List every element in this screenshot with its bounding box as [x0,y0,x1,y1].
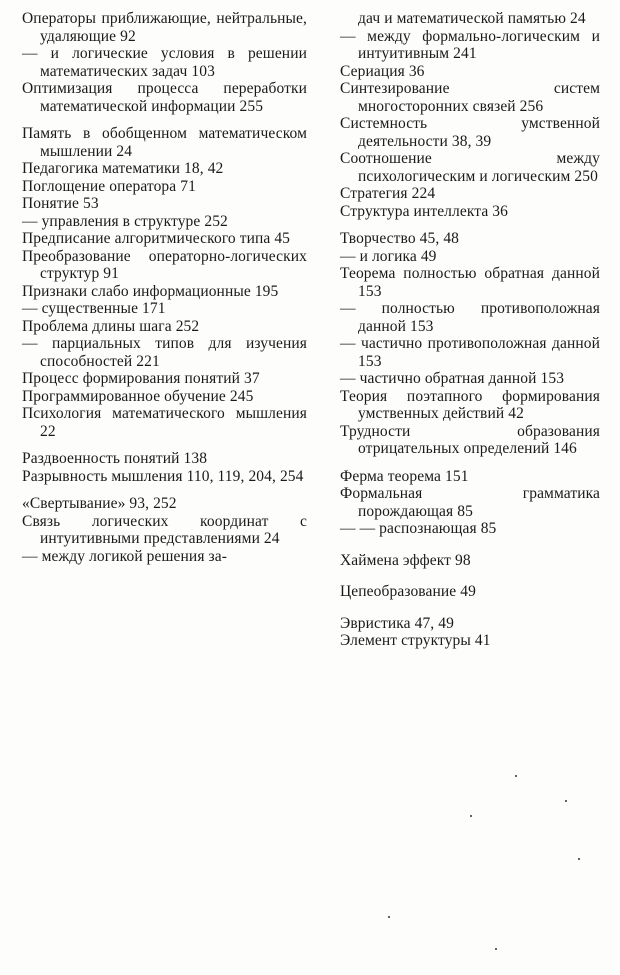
index-column-left [22,10,307,565]
index-entry: — между логикой решения за- [22,547,227,565]
index-entry: Поглощение оператора 71 [22,177,196,195]
index-entry: Ферма теорема 151 [340,467,469,485]
index-entry: Теорема полностью обратная данной 153 [340,265,600,300]
index-entry: Раздвоенность понятий 138 [22,450,208,467]
index-entry: — и логика 49 [340,247,437,265]
scan-speck [495,948,497,950]
index-entry: Связь логических координат с интуитивными представлениями 24 [22,512,307,547]
index-entry: Трудности образования отрицательных определений 146 [340,422,600,457]
scan-speck [578,858,580,860]
index-entry: Системность умственной деятельности 38, 39 [340,115,600,150]
index-entry: Понятие 53 [22,195,99,212]
index-entry: Педагогика математики 18, 42 [22,160,224,177]
index-entry: «Свертывание» 93, 252 [22,495,177,512]
index-entry: Разрывность мышления 110, 119, 204, 254 [22,467,304,485]
index-entry: Соотношение между психологическим и логическим 250 [340,150,600,185]
index-entry: Творчество 45, 48 [340,230,460,247]
index-entry: — управления в структуре 252 [22,212,228,230]
index-entry: — частично обратная данной 153 [340,370,565,387]
index-entry: Память в обобщенном математическом мышлении 24 [22,125,307,160]
index-entry: — между формально-логическим и интуитивным 241 [340,27,600,62]
scan-speck [470,815,472,817]
index-entry: Стратегия 224 [340,185,436,202]
index-entry: Проблема длины шага 252 [22,317,200,335]
index-entry: Психология математического мышления 22 [22,405,307,440]
index-entry: — парциальных типов для изучения способностей 221 [22,335,307,370]
index-entry: Цепеобразование 49 [340,583,476,600]
index-entry: Преобразование операторно-логических структур 91 [22,247,307,282]
index-entry: Оптимизация процесса переработки математической информации 255 [22,80,307,115]
scan-speck [565,800,567,802]
index-entry: Сериация 36 [340,62,425,80]
index-entry: — полностью противоположная данной 153 [340,300,600,335]
index-entry: Теория поэтапного формирования умственных действий 42 [340,387,600,422]
scan-speck [515,775,517,777]
index-entry: Синтезирование систем многосторонних связей 256 [340,80,600,115]
index-entry: Программированное обучение 245 [22,387,254,405]
index-column-right [340,10,600,650]
index-entry: дач и математической памятью 24 [358,10,586,27]
index-entry: Предписание алгоритмического типа 45 [22,230,291,247]
index-entry: Признаки слабо информационные 195 [22,282,279,300]
index-entry: Эвристика 47, 49 [340,614,454,632]
index-entry: Структура интеллекта 36 [340,202,508,220]
index-entry: Процесс формирования понятий 37 [22,370,260,387]
index-entry: Элемент структуры 41 [340,632,491,649]
index-entry: Операторы приближающие, нейтральные, удаляющие 92 [22,10,307,45]
scan-speck [388,916,390,918]
index-entry: — и логические условия в решении математических задач 103 [22,45,307,80]
index-entry: — частично противоположная данной 153 [340,335,600,370]
index-entry: Формальная грамматика порождающая 85 [340,485,600,520]
index-entry: — существенные 171 [22,300,166,317]
index-entry: Хаймена эффект 98 [340,551,471,569]
index-entry: — — распознающая 85 [340,520,497,537]
